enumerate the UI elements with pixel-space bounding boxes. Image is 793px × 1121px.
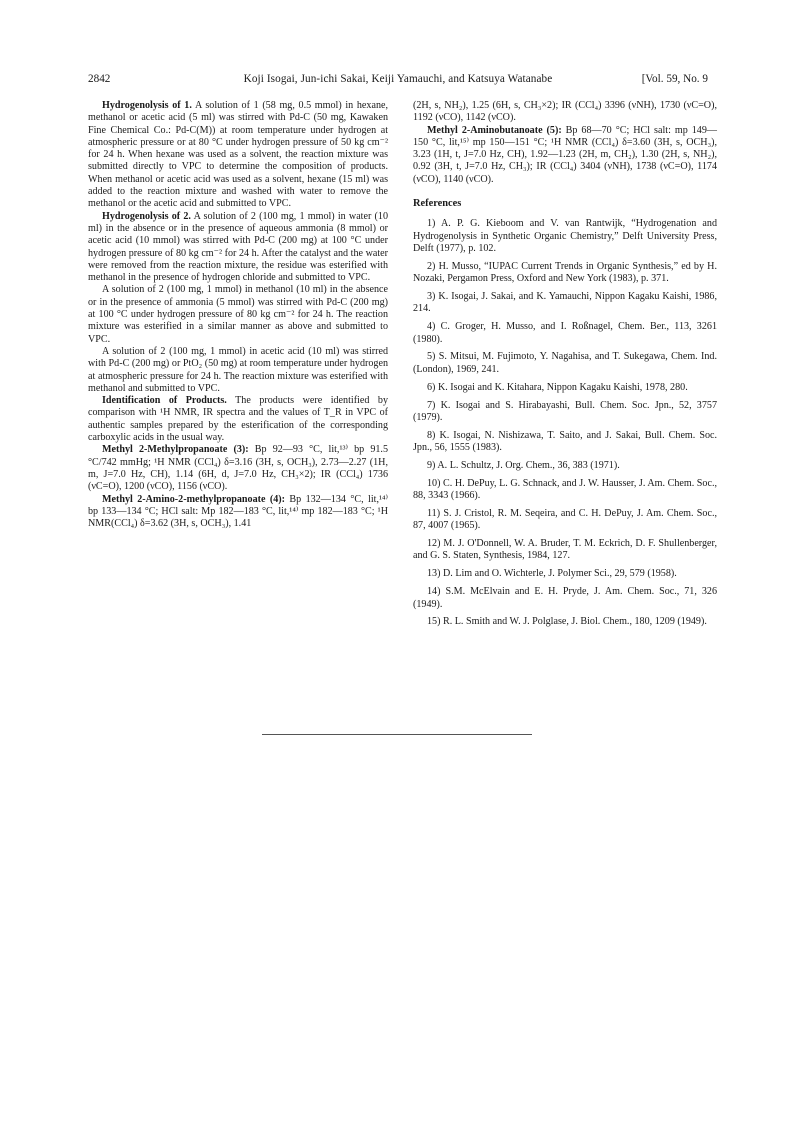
reference-number: 6) (427, 381, 436, 393)
reference-number: 9) (427, 459, 436, 471)
reference-number: 12) (427, 538, 441, 550)
paragraph-text: A solution of 2 (100 mg, 1 mmol) in water (10 ml) in the absence or in the presence of aqueous ammonia (8 mmol) or acetic acid (10 mmol) was stirred with Pd-C (200 mg) at 100 °C under hydrogen pressure of 80 kg cm⁻² for 24 h. After the catalyst and the water were removed from the reaction mixture, the residue was esterified with methanol in the presence of hydrogen chloride and submitted to VPC. (88, 210, 388, 284)
reference-number: 2) (427, 260, 436, 272)
reference-item (413, 538, 717, 563)
paragraph-text: Bp 68—70 °C; HCl salt: mp 149—150 °C, lit,¹⁵⁾ mp 150—151 °C; ¹H NMR (CCl₄) δ=3.60 (3H, s, OCH₃), 3.23 (1H, t, J=7.0 Hz, CH), 1.92—1.23 (2H, m, CH₂), 1.30 (2H, s, NH₂), 0.92 (3H, t, J=7.0 Hz, CH₃); IR (CCl₄) 3404 (νNH), 1738 (νC=O), 1174 (νCO), 1140 (νCO). (413, 124, 717, 185)
reference-item (413, 291, 717, 316)
reference-number: 10) (427, 477, 441, 489)
reference-text: C. Groger, H. Musso, and I. Roßnagel, Chem. Ber., 113, 3261 (1980). (413, 321, 717, 345)
compound-title: Methyl 2-Aminobutanoate (5): (427, 124, 562, 136)
right-column (413, 100, 717, 634)
reference-number: 15) (427, 616, 441, 628)
paragraph-hydrogenolysis-1 (88, 100, 388, 211)
paragraph-methanol-run (88, 284, 388, 345)
reference-number: 1) (427, 218, 436, 230)
reference-number: 8) (427, 429, 436, 441)
left-column (88, 100, 388, 530)
reference-list (413, 218, 717, 628)
reference-item (413, 568, 717, 580)
reference-text: A. P. G. Kieboom and V. van Rantwijk, “Hydrogenation and Hydrogenolysis in Synthetic Organic Chemistry,” Delft University Press, Delft (1977), p. 102. (413, 218, 717, 254)
reference-text: K. Isogai, J. Sakai, and K. Yamauchi, Nippon Kagaku Kaishi, 1986, 214. (413, 291, 717, 315)
reference-text: A. L. Schultz, J. Org. Chem., 36, 383 (1971). (435, 459, 620, 471)
reference-item (413, 508, 717, 533)
volume-issue: [Vol. 59, No. 9 (641, 73, 708, 85)
reference-text: K. Isogai, N. Nishizawa, T. Saito, and J. Sakai, Bull. Chem. Soc. Jpn., 56, 1555 (1983). (413, 429, 717, 453)
reference-item (413, 351, 717, 376)
reference-item (413, 586, 717, 611)
reference-item (413, 430, 717, 455)
reference-number: 3) (427, 291, 436, 303)
paragraph-text: A solution of 2 (100 mg, 1 mmol) in methanol (10 ml) in the absence or in the presence of ammonia (5 mmol) was stirred with Pd-C (200 mg) at 100 °C under hydrogen pressure of 80 kg cm⁻² for 24 h. The reaction mixture was esterified in a similar manner as above and submitted to VPC. (88, 284, 388, 345)
running-header (88, 72, 708, 86)
reference-number: 4) (427, 321, 436, 333)
running-header-authors: Koji Isogai, Jun-ichi Sakai, Keiji Yamauchi, and Katsuya Watanabe (243, 73, 553, 85)
paragraph-compound-4-continued (413, 100, 717, 125)
reference-text: S. Mitsui, M. Fujimoto, Y. Nagahisa, and T. Sukegawa, Chem. Ind. (London), 1969, 241. (413, 351, 717, 375)
reference-text: M. J. O'Donnell, W. A. Bruder, T. M. Eckrich, D. F. Shullenberger, and G. S. Staten, Synthesis, 1984, 127. (413, 538, 717, 562)
paragraph-compound-5 (413, 125, 717, 186)
end-rule (262, 734, 532, 735)
paragraph-text: A solution of 1 (58 mg, 0.5 mmol) in hexane, methanol or acetic acid (5 ml) was stirred with Pd-C (50 mg, Kawaken Fine Chemical Co.: Pd-C(M)) at room temperature under hydrogen at atmospheric pressure or at 80 °C under hydrogen pressure of 50 kg cm⁻² for 24 h. When hexane was used as a solvent, the reaction mixture was submitted directly to VPC to determine the composition of products. When methanol or acetic acid was used as a solvent, hexane (15 ml) was added to the reaction mixture and washed with water to remove the methanol or the acetic acid and submitted to VPC. (88, 100, 388, 210)
paragraph-compound-3 (88, 444, 388, 493)
reference-item (413, 382, 717, 394)
reference-item (413, 261, 717, 286)
paragraph-text: A solution of 2 (100 mg, 1 mmol) in acetic acid (10 ml) was stirred with Pd-C (200 mg) or PtO₂ (50 mg) at room temperature under hydrogen at atmospheric pressure for 24 h. The reaction mixture was esterified with methanol and submitted to VPC. (88, 345, 388, 394)
reference-item (413, 616, 717, 628)
reference-number: 5) (427, 351, 436, 363)
paragraph-compound-4 (88, 494, 388, 531)
reference-text: K. Isogai and K. Kitahara, Nippon Kagaku Kaishi, 1978, 280. (435, 381, 688, 393)
paragraph-identification (88, 395, 388, 444)
paragraph-acetic-acid-run (88, 346, 388, 395)
reference-text: K. Isogai and S. Hirabayashi, Bull. Chem. Soc. Jpn., 52, 3757 (1979). (413, 399, 717, 423)
section-title: Identification of Products. (102, 395, 227, 407)
page-number: 2842 (88, 73, 111, 85)
reference-item (413, 218, 717, 255)
reference-item (413, 400, 717, 425)
reference-number: 14) (427, 586, 441, 598)
reference-item (413, 460, 717, 472)
reference-item (413, 478, 717, 503)
reference-text: C. H. DePuy, L. G. Schnack, and J. W. Hausser, J. Am. Chem. Soc., 88, 3343 (1966). (413, 477, 717, 502)
references-heading: References (413, 198, 462, 210)
paragraph-hydrogenolysis-2 (88, 211, 388, 285)
reference-text: S.M. McElvain and E. H. Pryde, J. Am. Chem. Soc., 71, 326 (1949). (413, 586, 717, 610)
reference-number: 11) (427, 507, 441, 519)
reference-number: 13) (427, 568, 441, 580)
paragraph-text: (2H, s, NH₂), 1.25 (6H, s, CH₃×2); IR (CCl₄) 3396 (νNH), 1730 (νC=O), 1192 (νCO), 1142 (νCO). (413, 100, 717, 124)
reference-number: 7) (427, 399, 436, 411)
reference-text: H. Musso, “IUPAC Current Trends in Organic Synthesis,” ed by H. Nozaki, Pergamon Press, Oxford and New York (1983), p. 371. (413, 260, 717, 285)
reference-text: D. Lim and O. Wichterle, J. Polymer Sci., 29, 579 (1958). (440, 568, 677, 580)
reference-item (413, 321, 717, 346)
compound-title: Methyl 2-Methylpropanoate (3): (102, 444, 249, 456)
section-title: Hydrogenolysis of 1. (102, 100, 192, 111)
reference-text: R. L. Smith and W. J. Polglase, J. Biol. Chem., 180, 1209 (1949). (440, 616, 707, 628)
reference-text: S. J. Cristol, R. M. Seqeira, and C. H. DePuy, J. Am. Chem. Soc., 87, 4007 (1965). (413, 507, 717, 532)
paragraph-text: Bp 132—134 °C, lit,¹⁴⁾ bp 133—134 °C; HCl salt: Mp 182—183 °C, lit,¹⁴⁾ mp 182—183 °C; ¹H NMR(CCl₄) δ=3.62 (3H, s, OCH₃), 1.41 (88, 493, 388, 530)
compound-title: Methyl 2-Amino-2-methylpropanoate (4): (102, 493, 285, 505)
section-title: Hydrogenolysis of 2. (102, 210, 191, 222)
paragraph-text: The products were identified by comparison with ¹H NMR, IR spectra and the values of T_R in VPC of authentic samples prepared by the esterification of the corresponding carboxylic acids in the usual way. (88, 395, 388, 444)
paragraph-text: Bp 92—93 °C, lit,¹³⁾ bp 91.5 °C/742 mmHg; ¹H NMR (CCl₄) δ=3.16 (3H, s, OCH₃), 2.73—2.27 (1H, m, J=7.0 Hz, CH), 1.14 (6H, d, J=7.0 Hz, CH₃×2); IR (CCl₄) 1736 (νC=O), 1200 (νCO), 1156 (νCO). (88, 444, 389, 493)
